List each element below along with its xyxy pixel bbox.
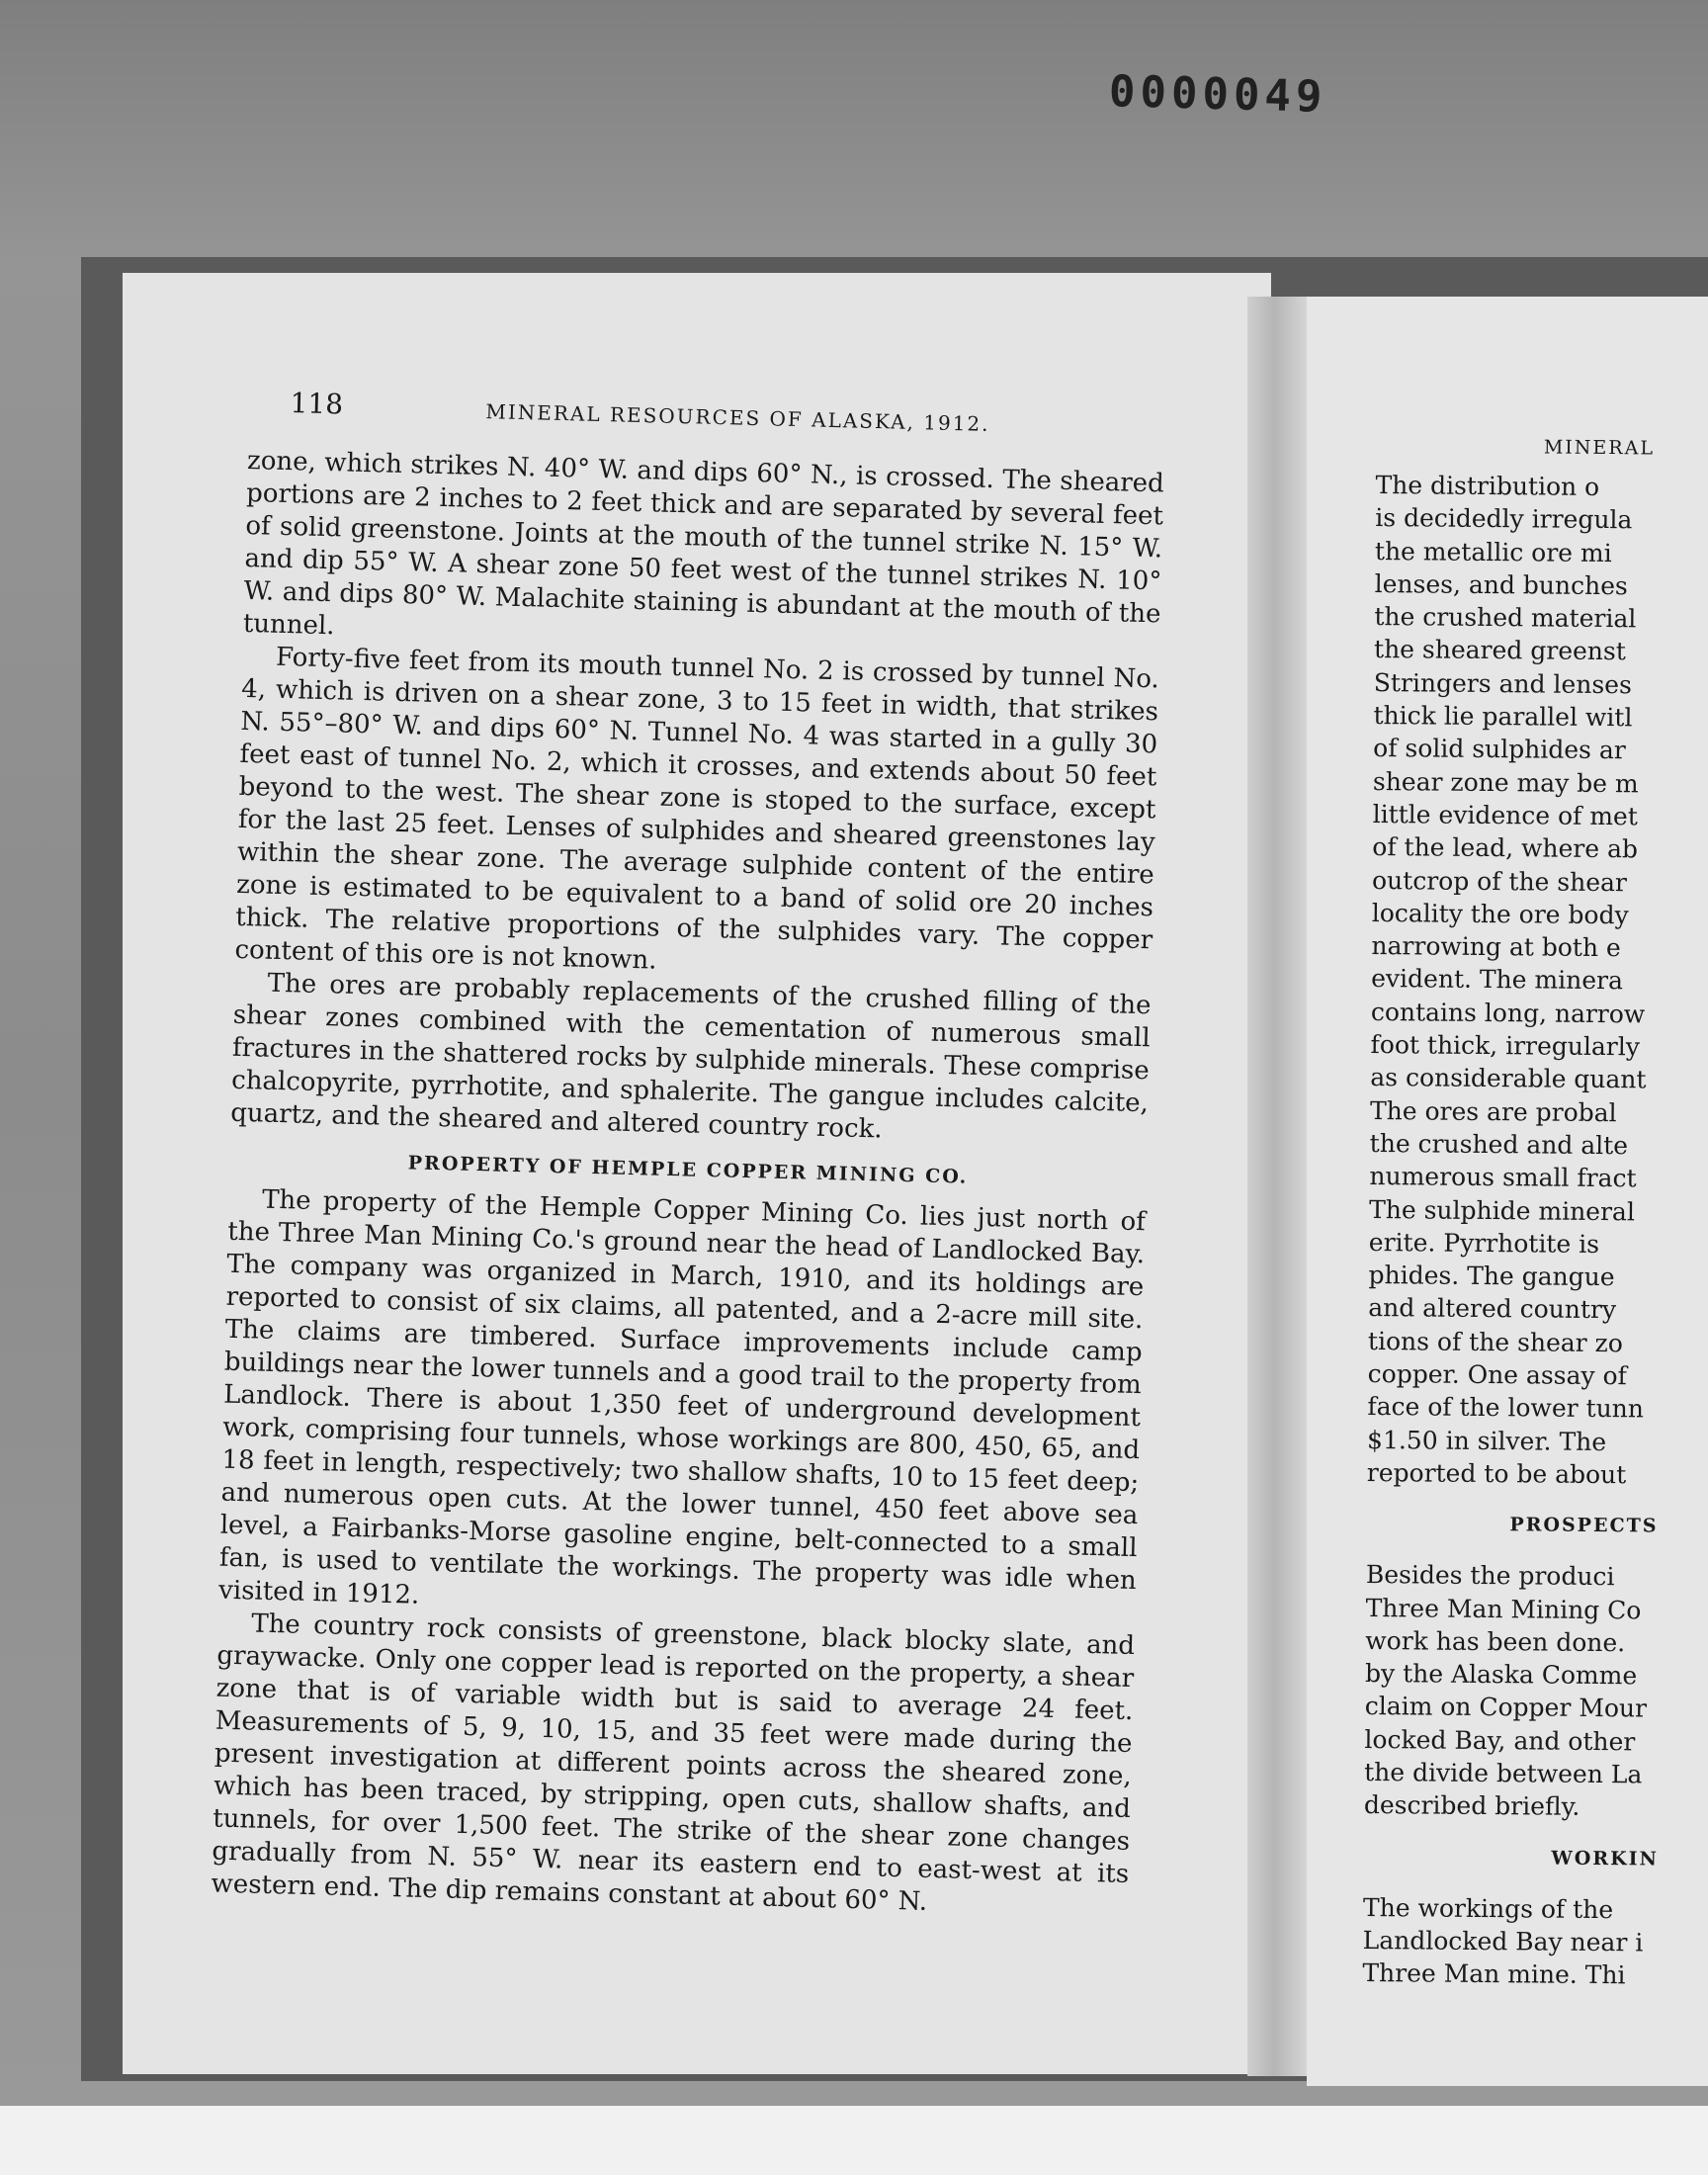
text-line: Three Man Mining Co (1365, 1593, 1642, 1624)
text-line: thick lie parallel witl (1373, 701, 1633, 733)
scan-bottom-margin (0, 2106, 1708, 2175)
text-line: reported to be about (1366, 1457, 1627, 1490)
archive-stamp: 0000049 (1108, 66, 1328, 123)
text-line: phides. The gangue (1368, 1261, 1615, 1292)
text-line: erite. Pyrrhotite is (1368, 1227, 1600, 1259)
page-number: 118 (290, 387, 344, 421)
paragraph: The ores are probably replacements of the crushed filling of the shear zones combined with the cementation of numerous small fractures in the shattered rocks by sulphide minerals. These comprise chalcopyrite, pyrrhotite, and sphalerite. The gangue includes calcite, quartz, and the sheared and altered country rock. (229, 968, 1152, 1145)
text-line: shear zone may be m (1372, 766, 1639, 799)
text-line: numerous small fract (1369, 1162, 1637, 1193)
text-line: of the lead, where ab (1372, 832, 1639, 864)
text-line: of solid sulphides ar (1373, 734, 1626, 765)
text-line: the sheared greenst (1373, 635, 1626, 666)
text-line: described briefly. (1363, 1790, 1580, 1822)
text-line: the crushed and alte (1369, 1128, 1629, 1161)
text-line: Landlocked Bay near i (1362, 1925, 1644, 1958)
text-line: the metallic ore mi (1374, 536, 1612, 567)
left-page-text (211, 386, 1165, 1924)
text-line: the crushed material (1374, 602, 1637, 634)
text-line: evident. The minera (1371, 964, 1624, 996)
text-line: Stringers and lenses (1373, 667, 1632, 700)
text-line: Three Man mine. Thi (1362, 1958, 1626, 1990)
text-line: The workings of the (1362, 1892, 1614, 1924)
text-line: copper. One assay of (1367, 1358, 1627, 1391)
right-text-block-c (1362, 1891, 1699, 1993)
text-line: and altered country (1368, 1293, 1617, 1325)
text-line: The sulphide mineral (1369, 1194, 1636, 1226)
text-line: little evidence of met (1372, 799, 1638, 831)
text-line: face of the lower tunn (1367, 1392, 1645, 1424)
text-line: The ores are probal (1369, 1095, 1617, 1127)
right-running-head: MINERAL (1543, 436, 1656, 460)
text-line: tions of the shear zo (1367, 1326, 1623, 1357)
paragraph: zone, which strikes N. 40° W. and dips 60° N., is crossed. The sheared portions are 2 inches to 2 feet thick and are separated by several feet of solid greenstone. Joints at the mouth of the tunnel strike N. 15° W. and dip 55° W. A shear zone 50 feet west of the tunnel strikes N. 10° W. and dips 80° W. Malachite staining is abundant at the mouth of the tunnel. (242, 445, 1165, 642)
text-line: claim on Copper Mour (1364, 1692, 1648, 1723)
text-line: as considerable quant (1370, 1063, 1647, 1094)
right-text-block-a (1367, 469, 1708, 1492)
right-text-block-b (1364, 1558, 1702, 1824)
text-line: $1.50 in silver. The (1367, 1425, 1607, 1456)
text-line: work has been done. (1365, 1625, 1626, 1658)
text-line: The distribution o (1375, 470, 1600, 501)
text-line: contains long, narrow (1370, 997, 1646, 1029)
paragraph: The property of the Hemple Copper Mining Co. lies just north of the Three Man Mining Co.'s ground near the head of Landlocked Bay. The company was organized in March, 1910, and its holdings are reported to consist of six claims, all patented, and a 2-acre mill site. The claims are timbered. Surface improvements include camp buildings near the lower tunnels and a good trail to the property from Landlock. There is about 1,350 feet of underground development work, comprising four tunnels, whose workings are 800, 450, 65, and 18 feet in length, respectively; two shallow shafts, 10 to 15 feet deep; and numerous open cuts. At the lower tunnel, 450 feet above sea level, a Fairbanks-Morse gasoline engine, belt-connected to a small fan, is used to ventilate the workings. The property was idle when visited in 1912. (217, 1184, 1147, 1610)
text-line: the divide between La (1364, 1757, 1643, 1789)
text-line: lenses, and bunches (1374, 568, 1628, 601)
running-head: MINERAL RESOURCES OF ALASKA, 1912. (485, 399, 990, 436)
text-line: by the Alaska Comme (1364, 1659, 1638, 1691)
text-line: is decidedly irregula (1375, 503, 1633, 535)
text-line: Besides the produci (1365, 1560, 1615, 1592)
text-line: locked Bay, and other (1364, 1724, 1636, 1757)
paragraph: The country rock consists of greenstone, black blocky slate, and graywacke. Only one copper lead is reported on the property, a shear zone that is of variable width but is said to average 24 feet. Measurements of 5, 9, 10, 15, and 35 feet were made during the present investigation at different points across the sheared zone, which has been traced, by stripping, open cuts, shallow shafts, and tunnels, for over 1,500 feet. The strike of the shear zone changes gradually from N. 55° W. near its eastern end to east-west at its western end. The dip remains constant at about 60° N. (211, 1609, 1136, 1917)
section-heading: PROPERTY OF HEMPLE COPPER MINING CO. (407, 1152, 969, 1188)
right-section-heading: WORKIN (1551, 1847, 1659, 1870)
book-gutter (1247, 297, 1307, 2076)
text-line: foot thick, irregularly (1370, 1030, 1641, 1062)
text-line: locality the ore body (1371, 898, 1629, 930)
text-line: outcrop of the shear (1371, 865, 1628, 897)
right-page-text (1362, 435, 1708, 1992)
right-section-heading: PROSPECTS (1509, 1514, 1659, 1537)
paragraph: Forty-five feet from its mouth tunnel No. 2 is crossed by tunnel No. 4, which is driven on a shear zone, 3 to 15 feet in width, that strikes N. 55°–80° W. and dips 60° N. Tunnel No. 4 was started in a gully 30 feet east of tunnel No. 2, which it crosses, and extends about 50 feet beyond to the west. The shear zone is stoped to the surface, except for the last 25 feet. Lenses of sulphides and sheared greenstones lay within the shear zone. The average sulphide content of the entire zone is estimated to be equivalent to a band of solid ore 20 inches thick. The relative proportions of the sulphides vary. The copper content of this ore is not known. (234, 642, 1160, 976)
text-line: narrowing at both e (1371, 931, 1621, 963)
